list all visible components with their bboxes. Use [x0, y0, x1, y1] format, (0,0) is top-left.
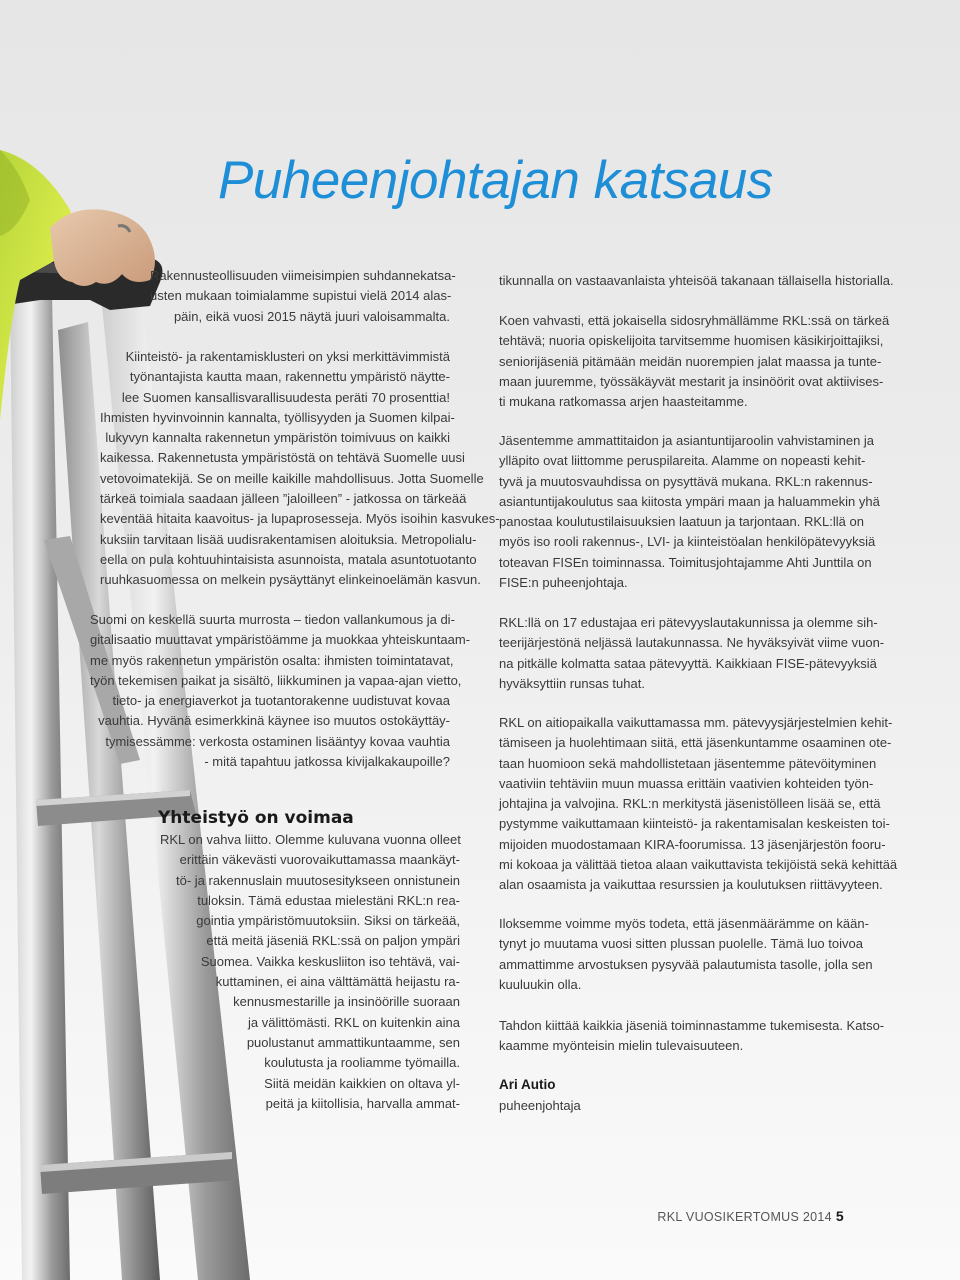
text-line: seniorijäseniä pitämään meidän nuorempien jalat maassa ja tunte- [499, 353, 882, 369]
paragraph [499, 914, 879, 995]
page-title: Puheenjohtajan katsaus [218, 151, 773, 210]
text-line: tehtävä; nuoria opiskelijoita tarvitsemme huomisen käsikirjoittajiksi, [499, 333, 884, 349]
text-line: Tahdon kiittää kaikkia jäseniä toiminnastamme tukemisesta. Katso- [499, 1018, 885, 1033]
text-line: kuksiin tarvitaan lisää uudisrakentamisen aloituksia. Metropolialu- [100, 531, 477, 547]
text-line: kennusmestarille ja insinöörille suoraan [233, 994, 460, 1010]
text-line: pystymme vaikuttamaan kiinteistö- ja rakentamisalan keskeisten toi- [499, 816, 890, 832]
text-line: keventää hitaita kaavoitus- ja lupaprosesseja. Myös isoihin kasvukes- [100, 511, 500, 527]
text-line: tyvä ja muutosvauhdissa on pysyttävä mukana. RKL:n rakennus- [499, 473, 873, 489]
text-line: koulutusta ja rooliamme työmailla. [264, 1055, 460, 1071]
text-line: asiantuntijakoulutus saa kiitosta ympäri maan ja haluammekin yhä [499, 493, 880, 509]
paragraph [100, 347, 500, 591]
text-line: RKL on aitiopaikalla vaikuttamassa mm. pätevyysjärjestelmien kehit- [499, 715, 893, 730]
text-line: tieto- ja energiaverkot ja tuotantorakenne uudistuvat kovaa [112, 693, 450, 709]
text-line: alan osaamista ja vaikuttaa resurssien ja koulutuksen riittävyyteen. [499, 877, 883, 893]
text-line: kaamme myönteisin mielin tulevaisuuteen. [499, 1038, 744, 1054]
signature-role: puheenjohtaja [499, 1098, 581, 1113]
text-line: ja välittömästi. RKL on kuitenkin aina [248, 1014, 460, 1030]
text-line: teerijärjestönä neljässä lautakunnassa. Ne hyväksyivät viime vuon- [499, 635, 885, 651]
section-heading: Yhteistyö on voimaa [158, 808, 354, 828]
text-line: tymisessämme: verkosta ostaminen lisääntyy kovaa vauhtia [105, 733, 450, 749]
text-line: ruuhkasuomessa on melkein pysäyttänyt elinkeinoelämän kasvun. [100, 572, 481, 588]
ladder-rail-left [10, 292, 70, 1280]
text-line: Suomea. Vaikka keskusliiton iso tehtävä, vai- [200, 953, 460, 969]
text-line: eella on pula kohtuuhintaisista asunnoista, matala asuntotuotanto [100, 551, 477, 567]
text-line: tämiseen ja huolehtimaan siitä, että jäsenkuntamme osaaminen ote- [499, 735, 892, 751]
text-line: ammattimme arvostuksen pysyvää palautumista tasolle, jolla sen [499, 956, 873, 972]
text-line: johtajina ja valvojina. RKL:n merkitystä jäsenistölleen lisää se, että [499, 796, 881, 812]
text-line: maan juuremme, työssäkäyvät mestarit ja insinöörit ovat aktiivises- [499, 373, 884, 389]
text-line: tuloksin. Tämä edustaa mielestäni RKL:n rea- [197, 892, 460, 908]
text-line: gointia ympäristömuutoksiin. Siksi on tärkeää, [196, 913, 460, 929]
text-line: na pitkälle kolmatta sataa pätevyyttä. Kaikkiaan FISE-pätevyyksiä [499, 655, 877, 671]
text-line: kaikessa. Rakennetusta ympäristöstä on tehtävä Suomelle uusi [100, 450, 465, 466]
text-line: kuttaminen, ei aina välttämättä heijastu ra- [215, 974, 460, 990]
text-line: Siitä meidän kaikkien on oltava yl- [264, 1075, 460, 1091]
text-line: lee Suomen kansallisvarallisuudesta peräti 70 prosenttia! [121, 389, 450, 405]
page-number: 5 [835, 1208, 844, 1224]
text-line: tö- ja rakennuslain muutosesitykseen onnistunein [175, 872, 460, 888]
paragraph [150, 266, 456, 327]
text-line: Koen vahvasti, että jokaisella sidosryhmällämme RKL:ssä on tärkeä [499, 313, 890, 328]
text-line: tynyt jo muutama vuosi sitten plussan puolelle. Tämä luo toivoa [499, 936, 863, 952]
text-line: vetovoimatekijä. Se on meille kaikille mahdollisuus. Jotta Suomelle [100, 470, 484, 486]
paragraph [499, 713, 898, 896]
text-line: ylläpito ovat liittomme peruspilareita. Alamme on nopeasti kehit- [499, 453, 866, 469]
text-line: - mitä tapahtuu jatkossa kivijalkakaupoille? [204, 754, 450, 770]
text-line: lukyvyn kannalta rakennetun ympäristön toimivuus on kaikki [105, 430, 450, 446]
text-line: mijoiden muodostamaan KIRA-foorumissa. 13 jäsenjärjestön fooru- [499, 836, 886, 852]
text-line: RKL:llä on 17 edustajaa eri pätevyyslautakunnissa ja olemme sih- [499, 615, 878, 630]
paragraph [160, 830, 460, 1114]
text-line: gitalisaatio muuttavat ympäristöämme ja muokkaa yhteiskuntaam- [90, 632, 471, 648]
paragraph [90, 610, 471, 772]
text-line: peitä ja kiitollisia, harvalla ammat- [265, 1095, 460, 1111]
text-line: Kiinteistö- ja rakentamisklusteri on yksi merkittävimmistä [125, 349, 450, 364]
text-line: päin, eikä vuosi 2015 näytä juuri valoisammalta. [173, 308, 450, 324]
text-line: tärkeä toimiala saadaan jälleen ”jaloilleen” - jatkossa on tärkeää [100, 491, 467, 507]
text-line: työn tekemisen paikat ja sisältö, liikkuminen ja vapaa-ajan vietto, [90, 672, 462, 688]
text-line: Ihmisten hyvinvoinnin kannalta, työllisyyden ja Suomen kilpai- [100, 409, 455, 425]
text-line: kuuluukin olla. [499, 976, 582, 992]
text-line: toteavan FISEn toiminnassa. Toimitusjohtajamme Ahti Junttila on [499, 554, 872, 570]
text-line: me myös rakennetun ympäristön osalta: ihmisten toimintatavat, [90, 652, 454, 668]
text-line: vauhtia. Hyvänä esimerkkinä käynee iso muutos ostokäyttäy- [98, 713, 450, 729]
text-line: että meitä jäseniä RKL:ssä on paljon ympäri [206, 933, 460, 949]
text-line: puolustanut ammattikuntaamme, sen [246, 1034, 460, 1050]
text-line: Iloksemme voimme myös todeta, että jäsenmäärämme on kään- [499, 916, 869, 931]
text-line: tikunnalla on vastaavanlaista yhteisöä takanaan tällaisella historialla. [499, 273, 894, 288]
text-line: Jäsentemme ammattitaidon ja asiantuntijaroolin vahvistaminen ja [499, 433, 875, 448]
publication-name: RKL VUOSIKERTOMUS 2014 [657, 1210, 832, 1224]
paragraph [499, 271, 894, 291]
page-footer [657, 1208, 844, 1224]
text-line: erittäin väkevästi vuorovaikuttamassa maankäyt- [179, 852, 460, 868]
text-line: taan huomioon sekä mahdollistetaan jäsentemme pätevöityminen [499, 755, 877, 771]
text-line: myös iso rooli rakennus-, LVI- ja kiinteistöalan henkilöpätevyyksiä [499, 534, 876, 550]
hand [50, 209, 155, 286]
text-line: usten mukaan toimialamme supistui vielä 2014 alas- [150, 288, 452, 304]
text-line: mi kokoaa ja välittää tietoa alaan vaikuttavista tekijöistä sekä kehittää [499, 857, 898, 873]
text-line: Rakennusteollisuuden viimeisimpien suhdannekatsa- [150, 268, 456, 283]
text-line: Suomi on keskellä suurta murrosta – tiedon vallankumous ja di- [90, 612, 455, 627]
text-line: työnantajista kautta maan, rakennettu ympäristö näytte- [129, 369, 450, 385]
text-line: ti mukana ratkomassa arjen haasteitamme. [499, 394, 748, 410]
paragraph [499, 1016, 885, 1057]
paragraph [499, 311, 890, 412]
paragraph [499, 431, 879, 593]
text-line: FISE:n puheenjohtaja. [499, 575, 628, 591]
text-line: hyväksyttiin runsas tuhat. [499, 675, 645, 691]
signature-name: Ari Autio [499, 1077, 556, 1092]
text-line: panostaa koulutustilaisuuksien laatuun ja tarjontaan. RKL:llä on [499, 514, 864, 530]
text-line: RKL on vahva liitto. Olemme kuluvana vuonna olleet [160, 832, 461, 847]
text-line: vaativiin tehtäviin muun muassa erittäin vaativien kohteiden työn- [499, 775, 874, 791]
paragraph [499, 613, 885, 694]
